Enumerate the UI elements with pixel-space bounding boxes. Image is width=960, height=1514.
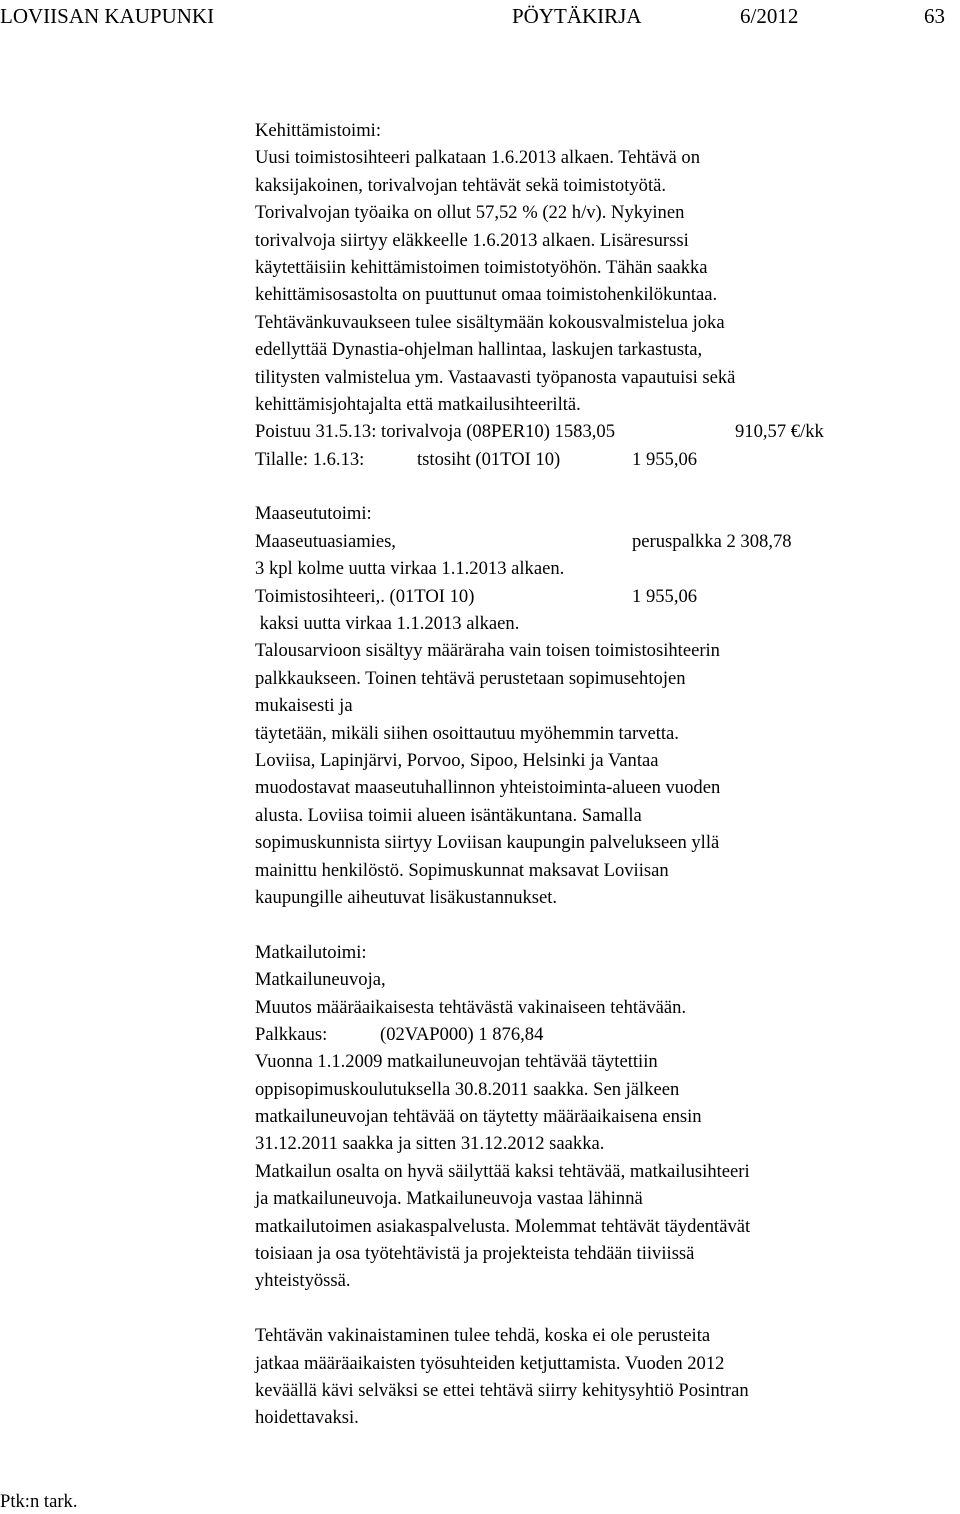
tilalle-row (255, 446, 895, 473)
text-line: oppisopimuskoulutuksella 30.8.2011 saakka. Sen jälkeen (255, 1078, 680, 1100)
text-line: yhteistyössä. (255, 1270, 351, 1292)
paragraph (255, 637, 895, 911)
header-org: LOVIISAN KAUPUNKI (0, 4, 215, 28)
text-line: kehittämisjohtajalta että matkailusihteeriltä. (255, 393, 581, 415)
section-matkailutoimi (255, 939, 895, 1295)
text-line: Muutos määräaikaisesta tehtävästä vakinaiseen tehtävään. (255, 996, 687, 1018)
header-doc-type: PÖYTÄKIRJA (512, 4, 642, 28)
palkkaus-label: Palkkaus: (255, 1023, 328, 1045)
header-issue: 6/2012 (740, 4, 799, 28)
poistuu-amount: 910,57 €/kk (735, 421, 824, 443)
poistuu-label: Poistuu 31.5.13: torivalvoja (08PER10) 1583,05 (255, 421, 615, 443)
section-heading: Matkailutoimi: (255, 941, 367, 963)
text-line: tilitysten valmistelua ym. Vastaavasti työpanosta vapautuisi sekä (255, 366, 736, 388)
section-heading: Kehittämistoimi: (255, 120, 382, 141)
text-line: kaksijakoinen, torivalvojan tehtävät sekä toimistotyötä. (255, 174, 667, 196)
paragraph (255, 1048, 895, 1295)
section-maaseututoimi (255, 500, 895, 911)
text-line: Torivalvojan työaika on ollut 57,52 % (22 h/v). Nykyinen (255, 202, 685, 224)
row-label: Toimistosihteeri,. (01TOI 10) (255, 585, 475, 607)
maaseutuasiamies-row (255, 528, 895, 555)
paragraph (255, 144, 895, 418)
header-page-number: 63 (924, 4, 945, 28)
text-line: ja matkailuneuvoja. Matkailuneuvoja vastaa lähinnä (255, 1188, 643, 1210)
toimistosihteeri-row (255, 583, 895, 610)
text-line: Uusi toimistosihteeri palkataan 1.6.2013 alkaen. Tehtävä on (255, 147, 701, 169)
text-line: muodostavat maaseutuhallinnon yhteistoiminta-alueen vuoden (255, 777, 721, 799)
text-line: torivalvoja siirtyy eläkkeelle 1.6.2013 alkaen. Lisäresurssi (255, 229, 689, 251)
closing-paragraph (255, 1322, 895, 1432)
text-line: käytettäisiin kehittämistoimen toimistotyöhön. Tähän saakka (255, 256, 708, 278)
text-line: kehittämisosastolta on puuttunut omaa toimistohenkilökuntaa. (255, 284, 718, 306)
text-line: matkailutoimen asiakaspalvelusta. Molemmat tehtävät täydentävät (255, 1215, 751, 1237)
text-line: matkailuneuvojan tehtävää on täytetty määräaikaisena ensin (255, 1106, 702, 1128)
text-line: täytetään, mikäli siihen osoittautuu myöhemmin tarvetta. (255, 722, 679, 744)
text-line: Loviisa, Lapinjärvi, Porvoo, Sipoo, Helsinki ja Vantaa (255, 749, 659, 771)
text-line: palkkaukseen. Toinen tehtävä perustetaan sopimusehtojen (255, 667, 686, 689)
row-label: Maaseutuasiamies, (255, 530, 396, 552)
palkkaus-value: (02VAP000) 1 876,84 (380, 1023, 544, 1045)
text-line: Tehtävän vakinaistaminen tulee tehdä, koska ei ole perusteita (255, 1325, 711, 1347)
section-heading: Maaseututoimi: (255, 503, 372, 525)
text-line: Matkailuneuvoja, (255, 969, 386, 991)
row-value: 1 955,06 (632, 585, 698, 607)
text-line: edellyttää Dynastia-ohjelman hallintaa, laskujen tarkastusta, (255, 339, 703, 361)
document-body (255, 117, 895, 1432)
text-line: kaupungille aiheutuvat lisäkustannukset. (255, 886, 558, 908)
text-line: Talousarvioon sisältyy määräraha vain toisen toimistosihteerin (255, 640, 720, 662)
palkkaus-row (255, 1021, 895, 1048)
page-header (0, 0, 960, 32)
text-line: keväällä kävi selväksi se ettei tehtävä siirry kehitysyhtiö Posintran (255, 1379, 749, 1401)
footer-checker-note: Ptk:n tark. (0, 1491, 78, 1512)
tilalle-label: Tilalle: 1.6.13: (255, 448, 365, 470)
text-line: mukaisesti ja (255, 695, 353, 717)
text-line: Tehtävänkuvaukseen tulee sisältymään kokousvalmistelua joka (255, 311, 725, 333)
text-line: 31.12.2011 saakka ja sitten 31.12.2012 saakka. (255, 1133, 605, 1155)
text-line: sopimuskunnista siirtyy Loviisan kaupungin palvelukseen yllä (255, 832, 720, 854)
row-value: peruspalkka 2 308,78 (632, 530, 792, 552)
text-line: toisiaan ja osa työtehtävistä ja projekteista tehdään tiiviissä (255, 1243, 695, 1265)
section-kehittamistoimi (255, 117, 895, 473)
tilalle-amount: 1 955,06 (632, 448, 698, 470)
text-line: Vuonna 1.1.2009 matkailuneuvojan tehtävää täytettiin (255, 1051, 658, 1073)
poistuu-row (255, 418, 895, 445)
text-line: mainittu henkilöstö. Sopimuskunnat maksavat Loviisan (255, 859, 669, 881)
text-line: jatkaa määräaikaisten työsuhteiden ketjuttamista. Vuoden 2012 (255, 1352, 725, 1374)
text-line: kaksi uutta virkaa 1.1.2013 alkaen. (255, 613, 520, 635)
text-line: 3 kpl kolme uutta virkaa 1.1.2013 alkaen. (255, 558, 565, 580)
text-line: hoidettavaksi. (255, 1407, 359, 1429)
text-line: Matkailun osalta on hyvä säilyttää kaksi tehtävää, matkailusihteeri (255, 1160, 750, 1182)
text-line: alusta. Loviisa toimii alueen isäntäkuntana. Samalla (255, 804, 642, 826)
tilalle-role: tstosiht (01TOI 10) (417, 448, 561, 470)
